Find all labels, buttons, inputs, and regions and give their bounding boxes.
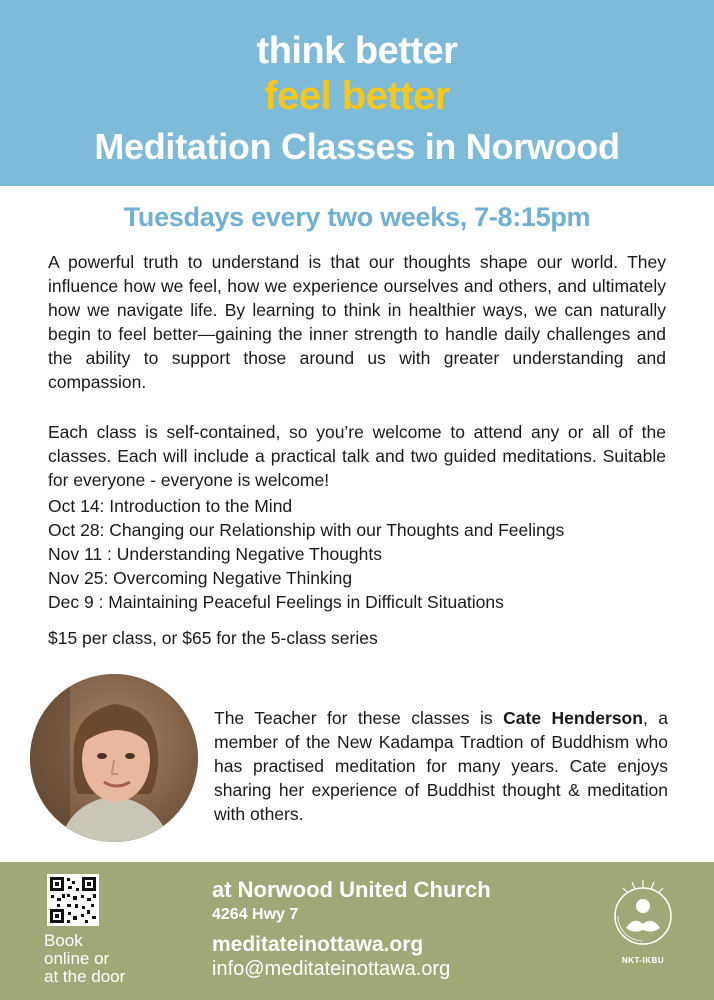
class-list [48, 494, 678, 614]
booking-line: online or [44, 949, 110, 968]
website-link[interactable]: meditateinottawa.org [212, 933, 424, 956]
kadampa-logo [604, 876, 682, 956]
headline-title: Meditation Classes in Norwood [94, 126, 620, 167]
price-info: $15 per class, or $65 for the 5-class series [48, 628, 378, 648]
qr-code-icon [47, 874, 99, 926]
intro-paragraph: A powerful truth to understand is that our thoughts shape our world. They influence how we feel, how we experience ourselves and others, and ultimately how we navigate life. By learning to think in healthier ways, we can naturally begin to feel better—gaining the inner strength to handle daily challenges and the ability to support those around us with greater understanding and compassion. [48, 252, 666, 392]
headline-feel-better: feel better [264, 74, 450, 118]
venue-name: at Norwood United Church [212, 877, 491, 902]
email-link[interactable]: info@meditateinottawa.org [212, 958, 451, 980]
teacher-photo [30, 674, 198, 842]
details-paragraph: Each class is self-contained, so you’re welcome to attend any or all of the classes. Each will include a practical talk and two guided meditations. Suitable for everyone - everyone is welcome! [48, 422, 666, 490]
teacher-portrait-icon [30, 674, 198, 842]
class-item: Nov 25: Overcoming Negative Thinking [48, 568, 353, 588]
booking-line: at the door [44, 967, 126, 986]
schedule-heading: Tuesdays every two weeks, 7-8:15pm [123, 202, 591, 232]
teacher-bio [214, 706, 668, 826]
teacher-description: , a member of the New Kadampa Tradtion of Buddhism who has practised meditation for many years. Cate enjoys sharing her experience of Buddhist thought & meditation with others. [214, 708, 668, 824]
class-item: Nov 11 : Understanding Negative Thoughts [48, 544, 383, 564]
teacher-intro: The Teacher for these classes is [214, 708, 504, 728]
logo-tagline: NKT-IKBU [621, 956, 665, 965]
footer-banner [0, 862, 714, 1000]
class-item: Dec 9 : Maintaining Peaceful Feelings in Difficult Situations [48, 592, 504, 612]
booking-line: Book [44, 931, 83, 950]
qr-code[interactable] [47, 874, 99, 926]
header-banner [0, 0, 714, 186]
class-item: Oct 28: Changing our Relationship with our Thoughts and Feelings [48, 520, 565, 540]
class-item: Oct 14: Introduction to the Mind [48, 496, 293, 516]
kadampa-logo-icon [604, 876, 682, 956]
headline-think-better: think better [256, 30, 458, 72]
venue-address: 4264 Hwy 7 [212, 906, 299, 923]
teacher-name: Cate Henderson [503, 708, 643, 728]
booking-note [44, 932, 125, 986]
